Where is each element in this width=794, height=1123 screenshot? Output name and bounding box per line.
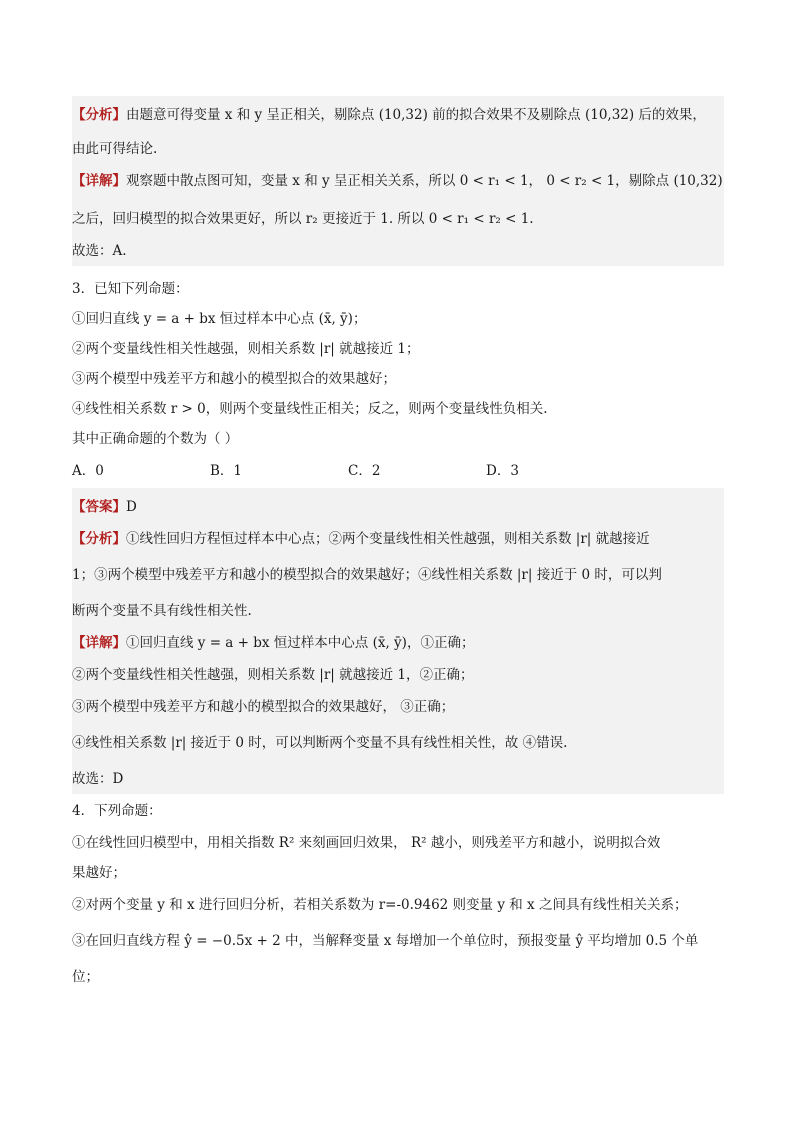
q3-detail-line-4: ④线性相关系数 |r| 接近于 0 时，可以判断两个变量不具有线性相关性，故 ④错误. bbox=[72, 735, 568, 751]
q3-detail-text-1: ①回归直线 y = a + bx 恒过样本中心点 (x̄, ȳ)，①正确； bbox=[126, 635, 475, 651]
q4-item-1-line-1: ①在线性回归模型中，用相关指数 R² 来刻画回归效果， R² 越小，则残差平方和越小，说明拟合效 bbox=[72, 835, 661, 851]
q2-analysis-line-1 bbox=[72, 106, 724, 124]
q3-answer-line bbox=[72, 498, 724, 516]
q3-solution-block bbox=[72, 488, 724, 794]
analysis-tag: 【分析】 bbox=[72, 107, 126, 123]
q3-analysis-line-2: 1；③两个模型中残差平方和越小的模型拟合的效果越好；④线性相关系数 |r| 接近于 0 时，可以判 bbox=[72, 567, 662, 583]
q3-detail-line-2: ②两个变量线性相关性越强，则相关系数 |r| 就越接近 1，②正确； bbox=[72, 667, 474, 683]
q3-item-3: ③两个模型中残差平方和越小的模型拟合的效果越好； bbox=[72, 371, 396, 387]
document-page bbox=[72, 96, 724, 986]
q3-question: 其中正确命题的个数为（ ） bbox=[72, 431, 239, 447]
q3-detail-line-1 bbox=[72, 634, 724, 652]
q4-stem: 4．下列命题： bbox=[72, 803, 162, 819]
q3-option-c: C．2 bbox=[348, 463, 381, 479]
q3-options bbox=[72, 462, 724, 480]
q4-item-1-line-2: 果越好； bbox=[72, 865, 126, 881]
q3-stem: 3．已知下列命题： bbox=[72, 281, 189, 297]
q3-option-b: B．1 bbox=[210, 463, 243, 479]
q3-item-2: ②两个变量线性相关性越强，则相关系数 |r| 就越接近 1； bbox=[72, 341, 420, 357]
q4-item-2: ②对两个变量 y 和 x 进行回归分析，若相关系数为 r=-0.9462 则变量 y 和 x 之间具有线性相关关系； bbox=[72, 897, 688, 913]
detail-tag: 【详解】 bbox=[72, 635, 126, 651]
q2-choice: 故选：A. bbox=[72, 243, 127, 259]
q3-item-4: ④线性相关系数 r > 0，则两个变量线性正相关；反之，则两个变量线性负相关. bbox=[72, 401, 548, 417]
q2-detail-line-2: 之后，回归模型的拟合效果更好，所以 r₂ 更接近于 1. 所以 0 < r₁ < r₂ < 1. bbox=[72, 211, 534, 227]
q4-item-3-line-2: 位； bbox=[72, 969, 99, 985]
q3-item-1: ①回归直线 y = a + bx 恒过样本中心点 (x̄, ȳ)； bbox=[72, 311, 367, 327]
q4-item-3-line-1: ③在回归直线方程 ŷ = −0.5x + 2 中，当解释变量 x 每增加一个单位时，预报变量 ŷ 平均增加 0.5 个单 bbox=[72, 933, 699, 949]
q3-option-d: D．3 bbox=[486, 463, 519, 479]
q3-analysis-line-1 bbox=[72, 530, 724, 548]
q2-detail-line-1 bbox=[72, 172, 724, 190]
q3-analysis-text-1: ①线性回归方程恒过样本中心点；②两个变量线性相关性越强，则相关系数 |r| 就越接近 bbox=[126, 531, 650, 547]
q3-analysis-line-3: 断两个变量不具有线性相关性. bbox=[72, 603, 252, 619]
analysis-tag: 【分析】 bbox=[72, 531, 126, 547]
q2-solution-block bbox=[72, 96, 724, 266]
q2-analysis-line-2: 由此可得结论. bbox=[72, 141, 158, 157]
answer-tag: 【答案】 bbox=[72, 499, 126, 515]
q3-choice: 故选：D bbox=[72, 771, 124, 787]
detail-tag: 【详解】 bbox=[72, 173, 126, 189]
q3-answer: D bbox=[126, 499, 137, 515]
q3-detail-line-3: ③两个模型中残差平方和越小的模型拟合的效果越好， ③正确； bbox=[72, 699, 455, 715]
q2-analysis-text-1: 由题意可得变量 x 和 y 呈正相关，剔除点 (10,32) 前的拟合效果不及剔除点 (10,32) 后的效果， bbox=[126, 107, 706, 123]
q2-detail-text-1: 观察题中散点图可知，变量 x 和 y 呈正相关关系，所以 0 < r₁ < 1， 0 < r₂ < 1，剔除点 (10,32) bbox=[126, 173, 723, 189]
q3-option-a: A．0 bbox=[72, 463, 104, 479]
